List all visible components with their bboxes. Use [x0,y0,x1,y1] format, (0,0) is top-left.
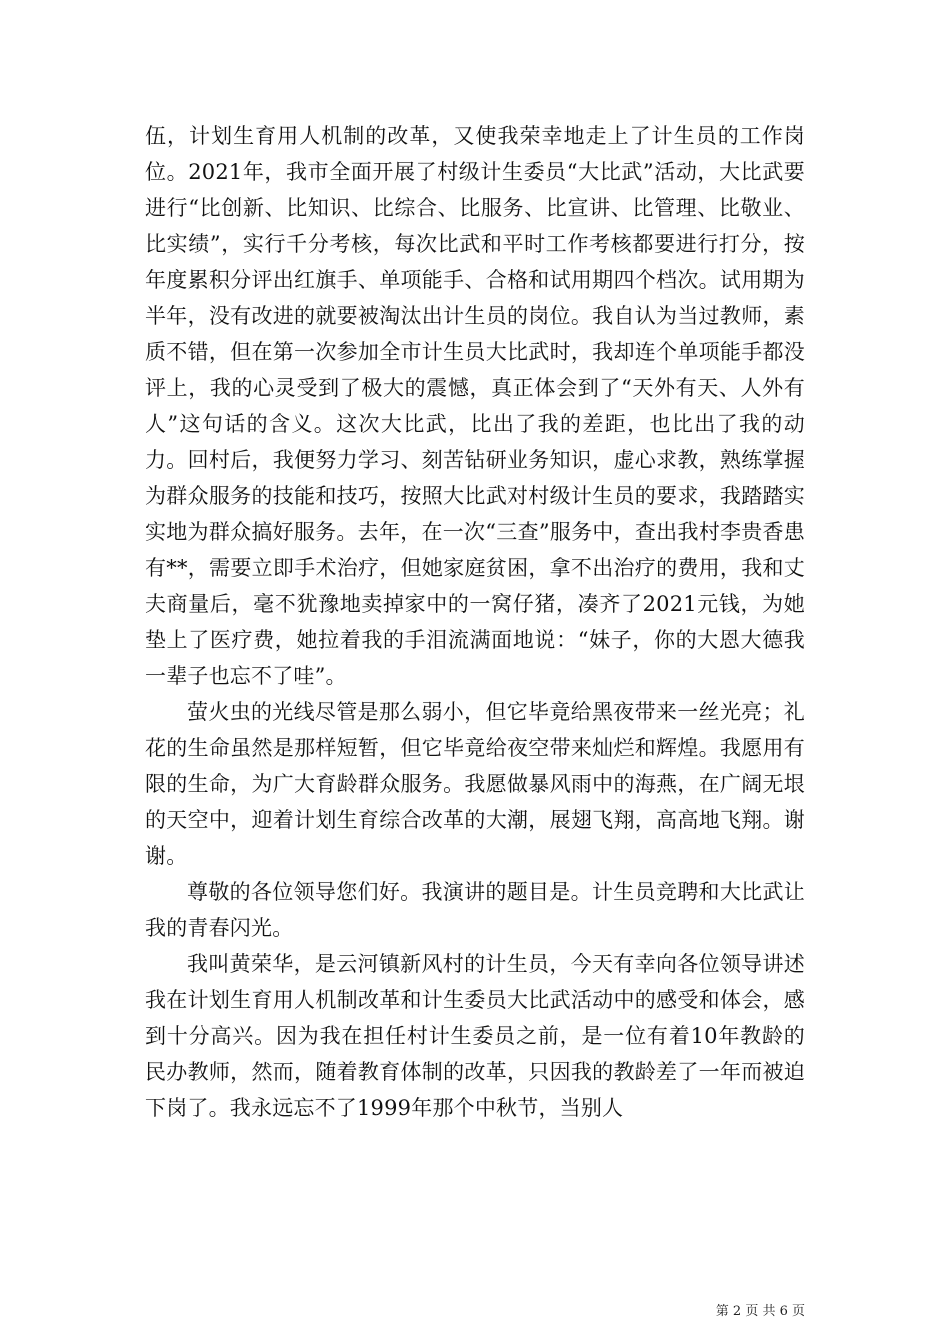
page-number: 第 2 页 共 6 页 [715,1304,805,1319]
paragraph-introduction: 我叫黄荣华，是云河镇新风村的计生员，今天有幸向各位领导讲述我在计划生育用人机制改革和计生委员大比武活动中的感受和体会，感到十分高兴。因为我在担任村计生委员之前，是一位有着10年教龄的民办教师，然而，随着教育体制的改革，只因我的教龄差了一年而被迫下岗了。我永远忘不了1999年那个中秋节，当别人 [145,952,805,1120]
paragraph-continuation: 伍，计划生育用人机制的改革，又使我荣幸地走上了计生员的工作岗位。2021年，我市全面开展了村级计生委员“大比武”活动，大比武要进行“比创新、比知识、比综合、比服务、比宣讲、比管理、比敬业、比实绩”，实行千分考核，每次比武和平时工作考核都要进行打分，按年度累积分评出红旗手、单项能手、合格和试用期四个档次。试用期为半年，没有改进的就要被淘汰出计生员的岗位。我自认为当过教师，素质不错，但在第一次参加全市计生员大比武时，我却连个单项能手都没评上，我的心灵受到了极大的震憾，真正体会到了“天外有天、人外有人”这句话的含义。这次大比武，比出了我的差距，也比出了我的动力。回村后，我便努力学习、刻苦钻研业务知识，虚心求教，熟练掌握为群众服务的技能和技巧，按照大比武对村级计生员的要求，我踏踏实实地为群众搞好服务。去年，在一次“三查”服务中，查出我村李贵香患有**，需要立即手术治疗，但她家庭贫困，拿不出治疗的费用，我和丈夫商量后，毫不犹豫地卖掉家中的一窝仔猪，凑齐了2021元钱，为她垫上了医疗费，她拉着我的手泪流满面地说：“妹子，你的大恩大德我一辈子也忘不了哇”。 [145,124,805,688]
paragraph-greeting: 尊敬的各位领导您们好。我演讲的题目是。计生员竞聘和大比武让我的青春闪光。 [145,880,805,940]
paragraph-firefly: 萤火虫的光线尽管是那么弱小，但它毕竟给黑夜带来一丝光亮；礼花的生命虽然是那样短暂，但它毕竟给夜空带来灿烂和辉煌。我愿用有限的生命，为广大育龄群众服务。我愿做暴风雨中的海燕，在广阔无垠的天空中，迎着计划生育综合改革的大潮，展翅飞翔，高高地飞翔。谢谢。 [145,700,805,868]
document-body [145,118,805,1126]
